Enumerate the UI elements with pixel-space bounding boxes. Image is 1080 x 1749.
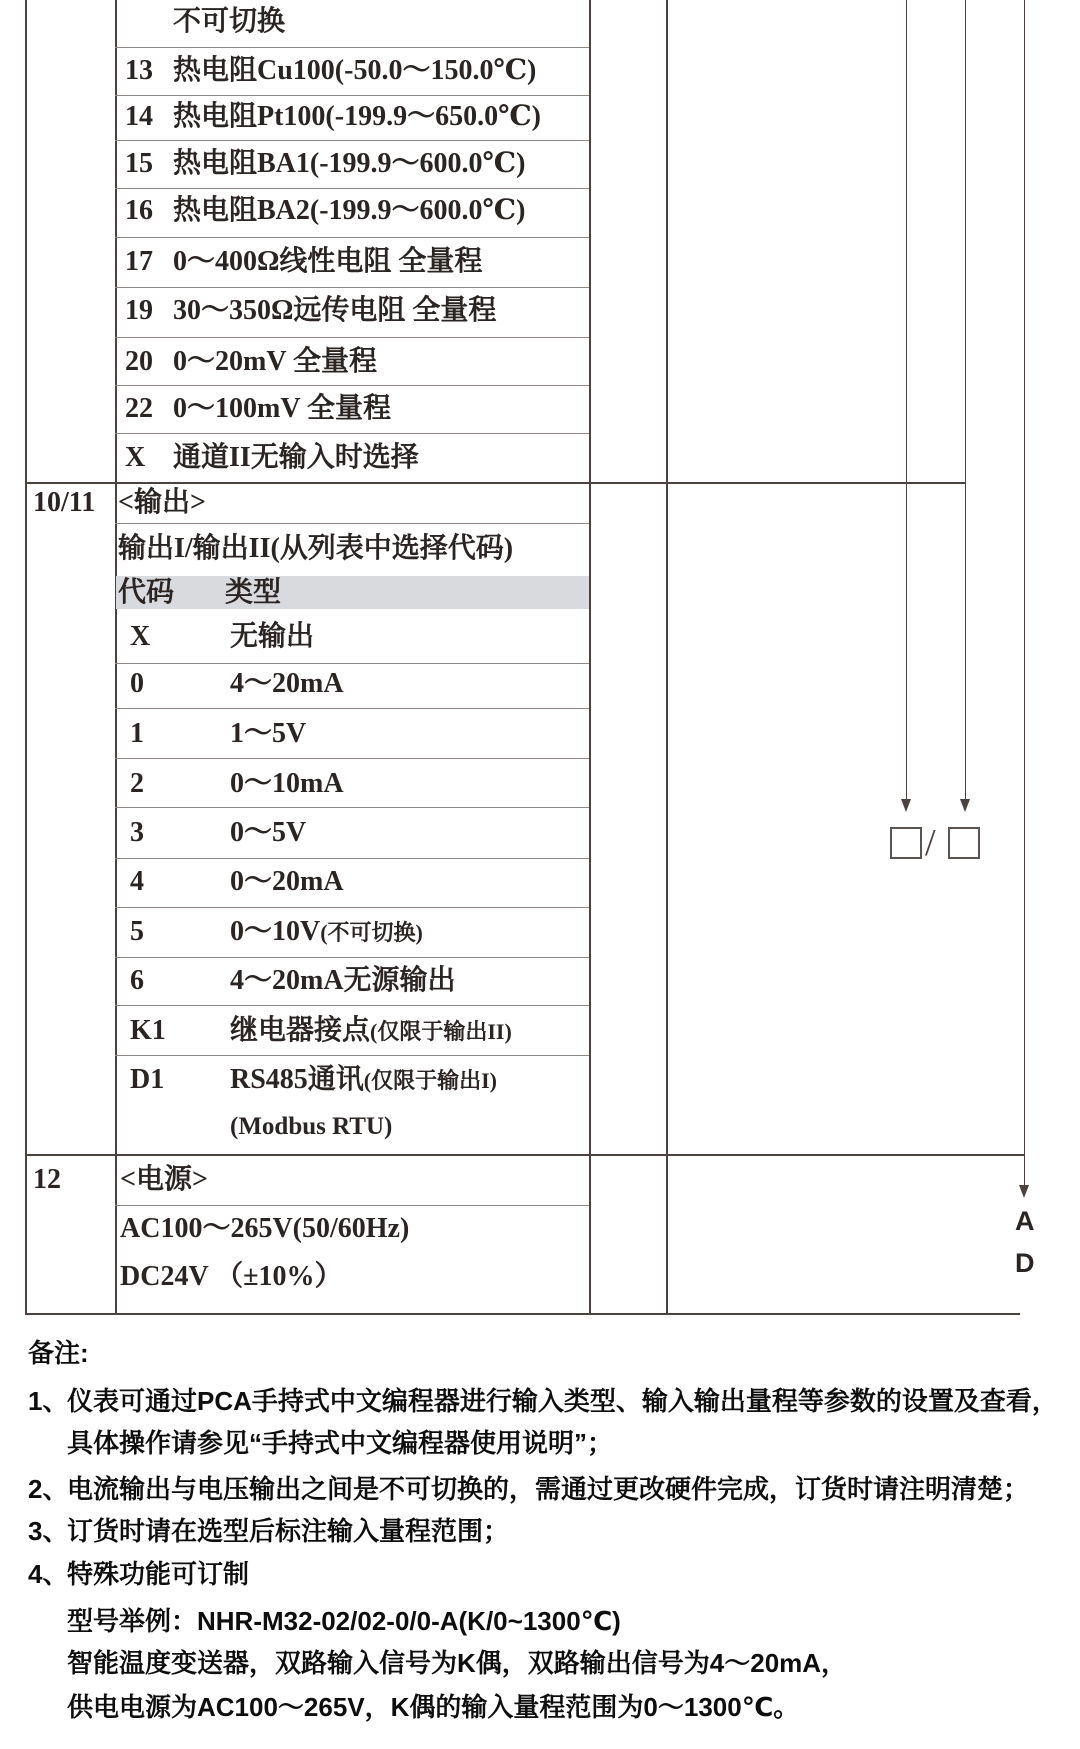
row-code: 19 bbox=[125, 295, 153, 326]
input-row bbox=[125, 295, 496, 327]
output-row bbox=[130, 1064, 497, 1097]
row-code: K1 bbox=[130, 1015, 166, 1046]
arrow-down-icon bbox=[901, 799, 911, 812]
leader-line-output1 bbox=[906, 0, 907, 800]
row-divider bbox=[115, 807, 589, 808]
input-row bbox=[125, 442, 419, 474]
row-divider bbox=[115, 1205, 589, 1206]
input-row-continuation: 不可切换 bbox=[173, 6, 286, 37]
row-divider bbox=[115, 337, 589, 338]
output-section-title: <输出> bbox=[118, 487, 206, 518]
row-code: 4 bbox=[130, 866, 144, 897]
table-border-bottom bbox=[25, 1313, 1020, 1315]
arrow-down-icon bbox=[960, 799, 970, 812]
note-number: 3、 bbox=[28, 1516, 69, 1546]
header-code: 代码 bbox=[118, 577, 175, 608]
input-row bbox=[125, 346, 377, 378]
row-code: 16 bbox=[125, 195, 153, 226]
row-code: 1 bbox=[130, 718, 144, 749]
note-item bbox=[28, 1473, 1029, 1505]
note-item bbox=[28, 1558, 249, 1590]
code-box-output1 bbox=[890, 827, 922, 859]
row-desc: 通道II无输入时选择 bbox=[173, 442, 419, 473]
row-divider bbox=[115, 237, 589, 238]
row-number-label: 12 bbox=[33, 1164, 61, 1195]
row-desc: 热电阻Pt100(-199.9～650.0℃) bbox=[173, 101, 541, 132]
row-desc: 热电阻Cu100(-50.0～150.0℃) bbox=[173, 55, 537, 86]
row-desc: 0～400Ω线性电阻 全量程 bbox=[173, 246, 483, 277]
row-code: 14 bbox=[125, 101, 153, 132]
leader-line-power bbox=[1024, 0, 1025, 1186]
row-divider bbox=[115, 907, 589, 908]
row-code: 20 bbox=[125, 346, 153, 377]
input-row bbox=[125, 101, 541, 133]
code-box-output2 bbox=[948, 827, 980, 859]
note-item-continuation: 型号举例：NHR-M32-02/02-0/0-A(K/0~1300℃) bbox=[67, 1606, 621, 1636]
output-row bbox=[130, 817, 306, 849]
row-divider bbox=[115, 523, 589, 524]
row-code: 5 bbox=[130, 916, 144, 947]
row-divider bbox=[115, 287, 589, 288]
row-type: 4～20mA无源输出 bbox=[230, 965, 456, 996]
leader-line-output2 bbox=[965, 0, 966, 800]
output-section-subtitle: 输出I/输出II(从列表中选择代码) bbox=[118, 533, 514, 564]
input-row bbox=[125, 393, 391, 425]
row-desc: 0～100mV 全量程 bbox=[173, 393, 392, 424]
row-divider bbox=[115, 47, 589, 48]
note-number: 4、 bbox=[28, 1559, 69, 1589]
row-code: X bbox=[125, 442, 146, 473]
row-divider bbox=[115, 385, 589, 386]
row-code: X bbox=[130, 621, 151, 652]
row-divider bbox=[115, 140, 589, 141]
row-divider bbox=[115, 1055, 589, 1056]
power-section-title: <电源> bbox=[120, 1164, 208, 1195]
section-divider bbox=[25, 1154, 1024, 1156]
notes-title: 备注: bbox=[28, 1338, 89, 1368]
row-type: 无输出 bbox=[230, 621, 315, 652]
row-type: RS485通讯 bbox=[230, 1064, 364, 1095]
power-option: AC100～265V(50/60Hz) bbox=[120, 1213, 410, 1244]
output-row bbox=[130, 866, 344, 898]
header-type: 类型 bbox=[225, 577, 282, 608]
row-type: 0～10V bbox=[230, 916, 321, 947]
row-code: 3 bbox=[130, 817, 144, 848]
row-code: 0 bbox=[130, 668, 144, 699]
input-row bbox=[125, 148, 525, 180]
row-note: (仅限于输出I) bbox=[363, 1068, 498, 1093]
row-desc: 热电阻BA1(-199.9～600.0℃) bbox=[173, 148, 526, 179]
output-row bbox=[130, 1015, 512, 1048]
output-row bbox=[130, 768, 344, 800]
row-code: 22 bbox=[125, 393, 153, 424]
output-row bbox=[130, 668, 344, 700]
row-code: 2 bbox=[130, 768, 144, 799]
power-code-a: A bbox=[1015, 1206, 1035, 1236]
table-border-col2 bbox=[666, 0, 668, 1313]
row-type: 4～20mA bbox=[230, 668, 344, 699]
power-option: DC24V （±10%） bbox=[120, 1261, 343, 1292]
row-divider bbox=[115, 188, 589, 189]
row-desc: 热电阻BA2(-199.9～600.0℃) bbox=[173, 195, 526, 226]
row-divider bbox=[115, 663, 589, 664]
output-table-header bbox=[118, 577, 281, 609]
row-type: 0～10mA bbox=[230, 768, 344, 799]
row-code: D1 bbox=[130, 1064, 165, 1095]
row-divider bbox=[115, 858, 589, 859]
note-item bbox=[28, 1515, 509, 1547]
note-text: 订货时请在选型后标注输入量程范围； bbox=[67, 1516, 510, 1546]
input-row bbox=[125, 195, 525, 227]
row-type: 1～5V bbox=[230, 718, 307, 749]
row-code: 17 bbox=[125, 246, 153, 277]
note-text: 仪表可通过PCA手持式中文编程器进行输入类型、输入输出量程等参数的设置及查看， bbox=[67, 1386, 1058, 1416]
note-number: 2、 bbox=[28, 1474, 69, 1504]
row-divider bbox=[115, 957, 589, 958]
row-desc: 0～20mV 全量程 bbox=[173, 346, 378, 377]
row-note: (仅限于输出II) bbox=[370, 1019, 512, 1044]
row-code: 15 bbox=[125, 148, 153, 179]
note-item bbox=[28, 1385, 1058, 1417]
row-desc: 30～350Ω远传电阻 全量程 bbox=[173, 295, 497, 326]
note-item-continuation: 智能温度变送器，双路输入信号为K偶，双路输出信号为4～20mA， bbox=[67, 1648, 848, 1678]
table-border-left bbox=[25, 0, 27, 1313]
row-note: (不可切换) bbox=[320, 920, 423, 945]
row-divider bbox=[115, 708, 589, 709]
row-divider bbox=[115, 95, 589, 96]
table-border-numcol bbox=[115, 0, 117, 1313]
output-row bbox=[130, 965, 456, 997]
row-number-label: 10/11 bbox=[33, 487, 96, 518]
slash-separator: / bbox=[925, 822, 936, 864]
row-code: 6 bbox=[130, 965, 144, 996]
note-text: 特殊功能可订制 bbox=[67, 1559, 250, 1589]
input-row bbox=[125, 246, 482, 278]
note-item-continuation: 具体操作请参见“手持式中文编程器使用说明”； bbox=[67, 1428, 614, 1458]
note-number: 1、 bbox=[28, 1386, 69, 1416]
output-row-d1-line2: (Modbus RTU) bbox=[230, 1113, 393, 1140]
row-type: 0～5V bbox=[230, 817, 307, 848]
power-code-d: D bbox=[1015, 1248, 1035, 1278]
output-row bbox=[130, 621, 314, 653]
note-item-continuation: 供电电源为AC100～265V，K偶的输入量程范围为0～1300℃。 bbox=[67, 1692, 800, 1722]
row-divider bbox=[115, 758, 589, 759]
row-type: 继电器接点 bbox=[230, 1015, 371, 1046]
note-text: 电流输出与电压输出之间是不可切换的，需通过更改硬件完成，订货时请注明清楚； bbox=[67, 1474, 1030, 1504]
row-code: 13 bbox=[125, 55, 153, 86]
input-row bbox=[125, 55, 536, 87]
section-divider bbox=[25, 482, 965, 484]
row-divider bbox=[115, 433, 589, 434]
output-row bbox=[130, 916, 423, 949]
row-divider bbox=[115, 1005, 589, 1006]
output-row bbox=[130, 718, 306, 750]
row-type: 0～20mA bbox=[230, 866, 344, 897]
table-border-textcol bbox=[589, 0, 591, 1313]
arrow-down-icon bbox=[1019, 1185, 1029, 1198]
